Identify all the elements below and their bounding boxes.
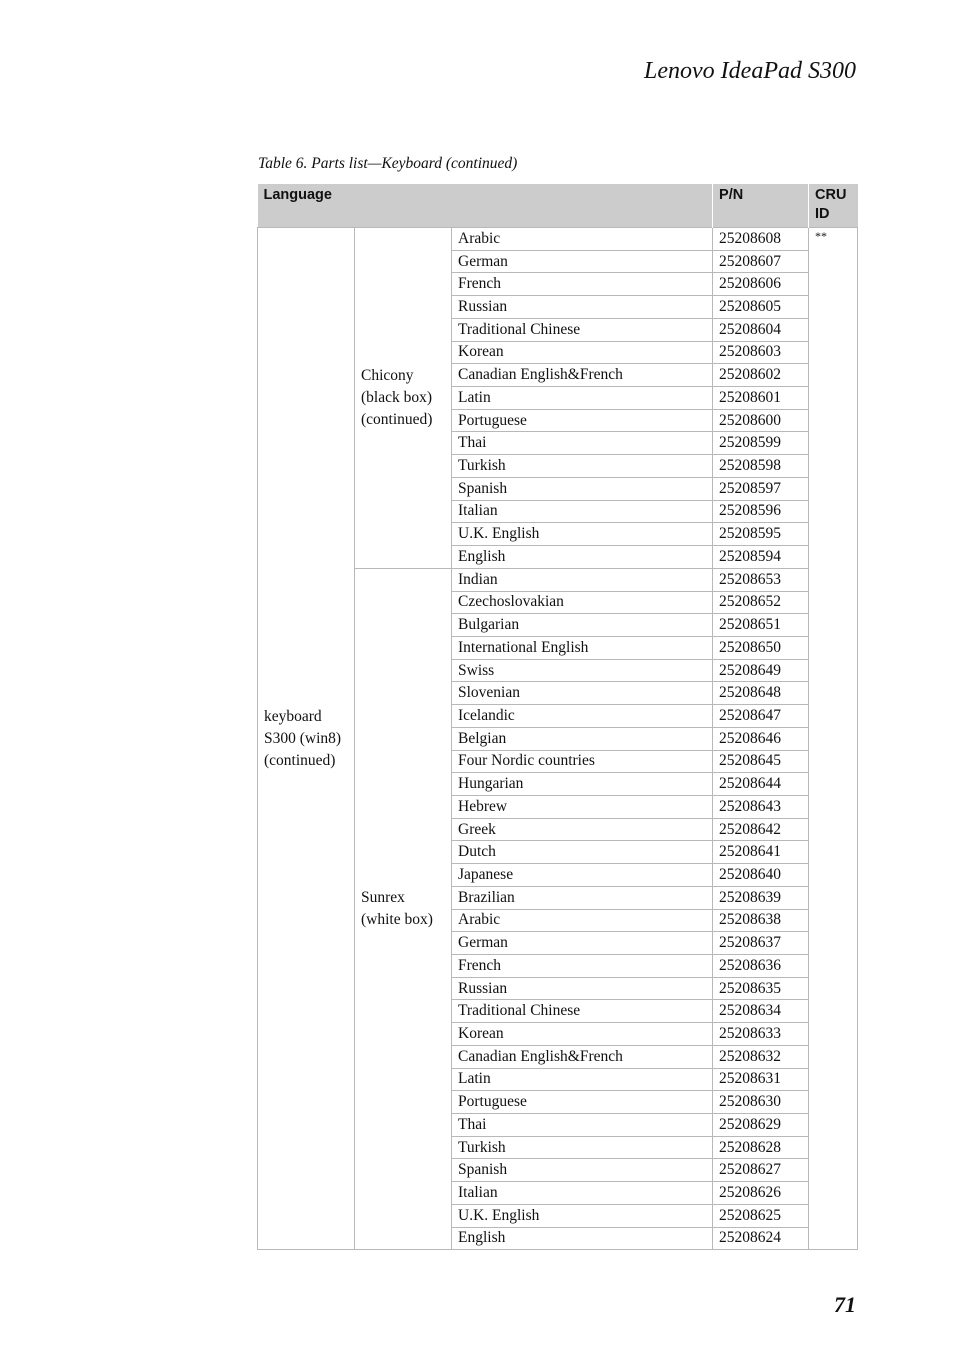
language-cell: Arabic	[452, 228, 713, 251]
language-cell: Italian	[452, 1182, 713, 1205]
part-number-cell: 25208652	[713, 591, 809, 614]
part-number-cell: 25208637	[713, 932, 809, 955]
part-number-cell: 25208645	[713, 750, 809, 773]
language-cell: Belgian	[452, 727, 713, 750]
header-cru-id: CRU ID	[809, 184, 858, 228]
language-cell: Dutch	[452, 841, 713, 864]
part-number-cell: 25208597	[713, 477, 809, 500]
language-cell: Spanish	[452, 477, 713, 500]
part-number-cell: 25208638	[713, 909, 809, 932]
part-number-cell: 25208625	[713, 1204, 809, 1227]
table-row	[258, 228, 858, 251]
language-cell: English	[452, 1227, 713, 1250]
part-number-cell: 25208595	[713, 523, 809, 546]
parts-table	[257, 184, 858, 1250]
category-cell: keyboard S300 (win8) (continued)	[258, 228, 355, 1250]
part-number-cell: 25208624	[713, 1227, 809, 1250]
table-body	[258, 228, 858, 1250]
part-number-cell: 25208602	[713, 364, 809, 387]
vendor-cell: Sunrex (white box)	[355, 568, 452, 1250]
part-number-cell: 25208640	[713, 864, 809, 887]
part-number-cell: 25208633	[713, 1023, 809, 1046]
language-cell: Thai	[452, 1114, 713, 1137]
language-cell: Korean	[452, 1023, 713, 1046]
part-number-cell: 25208642	[713, 818, 809, 841]
language-cell: Hebrew	[452, 795, 713, 818]
part-number-cell: 25208605	[713, 296, 809, 319]
part-number-cell: 25208635	[713, 977, 809, 1000]
part-number-cell: 25208647	[713, 705, 809, 728]
language-cell: Portuguese	[452, 409, 713, 432]
part-number-cell: 25208631	[713, 1068, 809, 1091]
language-cell: Swiss	[452, 659, 713, 682]
part-number-cell: 25208634	[713, 1000, 809, 1023]
page-number: 71	[834, 1292, 856, 1317]
language-cell: Greek	[452, 818, 713, 841]
language-cell: Latin	[452, 387, 713, 410]
language-cell: French	[452, 955, 713, 978]
language-cell: International English	[452, 636, 713, 659]
language-cell: Turkish	[452, 1136, 713, 1159]
part-number-cell: 25208628	[713, 1136, 809, 1159]
language-cell: Thai	[452, 432, 713, 455]
cru-id-cell: **	[809, 228, 858, 1250]
running-head: Lenovo IdeaPad S300	[644, 58, 856, 84]
part-number-cell: 25208651	[713, 614, 809, 637]
language-cell: Latin	[452, 1068, 713, 1091]
part-number-cell: 25208630	[713, 1091, 809, 1114]
part-number-cell: 25208608	[713, 228, 809, 251]
header-language: Language	[258, 184, 713, 228]
part-number-cell: 25208598	[713, 455, 809, 478]
language-cell: Italian	[452, 500, 713, 523]
part-number-cell: 25208596	[713, 500, 809, 523]
part-number-cell: 25208604	[713, 318, 809, 341]
part-number-cell: 25208653	[713, 568, 809, 591]
language-cell: French	[452, 273, 713, 296]
language-cell: Traditional Chinese	[452, 1000, 713, 1023]
part-number-cell: 25208606	[713, 273, 809, 296]
language-cell: Hungarian	[452, 773, 713, 796]
vendor-cell: Chicony (black box) (continued)	[355, 228, 452, 569]
part-number-cell: 25208648	[713, 682, 809, 705]
part-number-cell: 25208603	[713, 341, 809, 364]
language-cell: Portuguese	[452, 1091, 713, 1114]
language-cell: Bulgarian	[452, 614, 713, 637]
language-cell: U.K. English	[452, 1204, 713, 1227]
header-pn: P/N	[713, 184, 809, 228]
part-number-cell: 25208601	[713, 387, 809, 410]
part-number-cell: 25208599	[713, 432, 809, 455]
part-number-cell: 25208649	[713, 659, 809, 682]
language-cell: Brazilian	[452, 886, 713, 909]
part-number-cell: 25208646	[713, 727, 809, 750]
language-cell: Indian	[452, 568, 713, 591]
language-cell: Icelandic	[452, 705, 713, 728]
language-cell: Japanese	[452, 864, 713, 887]
language-cell: Arabic	[452, 909, 713, 932]
language-cell: German	[452, 250, 713, 273]
part-number-cell: 25208594	[713, 546, 809, 569]
table-header-row	[258, 184, 858, 228]
language-cell: Slovenian	[452, 682, 713, 705]
part-number-cell: 25208643	[713, 795, 809, 818]
language-cell: Spanish	[452, 1159, 713, 1182]
part-number-cell: 25208632	[713, 1045, 809, 1068]
part-number-cell: 25208607	[713, 250, 809, 273]
table-caption: Table 6. Parts list—Keyboard (continued)	[258, 155, 518, 172]
language-cell: Korean	[452, 341, 713, 364]
part-number-cell: 25208627	[713, 1159, 809, 1182]
part-number-cell: 25208629	[713, 1114, 809, 1137]
language-cell: Traditional Chinese	[452, 318, 713, 341]
language-cell: Canadian English&French	[452, 1045, 713, 1068]
part-number-cell: 25208650	[713, 636, 809, 659]
language-cell: Canadian English&French	[452, 364, 713, 387]
part-number-cell: 25208644	[713, 773, 809, 796]
language-cell: Turkish	[452, 455, 713, 478]
part-number-cell: 25208636	[713, 955, 809, 978]
part-number-cell: 25208600	[713, 409, 809, 432]
language-cell: German	[452, 932, 713, 955]
part-number-cell: 25208626	[713, 1182, 809, 1205]
language-cell: Russian	[452, 296, 713, 319]
language-cell: Czechoslovakian	[452, 591, 713, 614]
part-number-cell: 25208639	[713, 886, 809, 909]
part-number-cell: 25208641	[713, 841, 809, 864]
language-cell: English	[452, 546, 713, 569]
language-cell: Russian	[452, 977, 713, 1000]
language-cell: Four Nordic countries	[452, 750, 713, 773]
language-cell: U.K. English	[452, 523, 713, 546]
